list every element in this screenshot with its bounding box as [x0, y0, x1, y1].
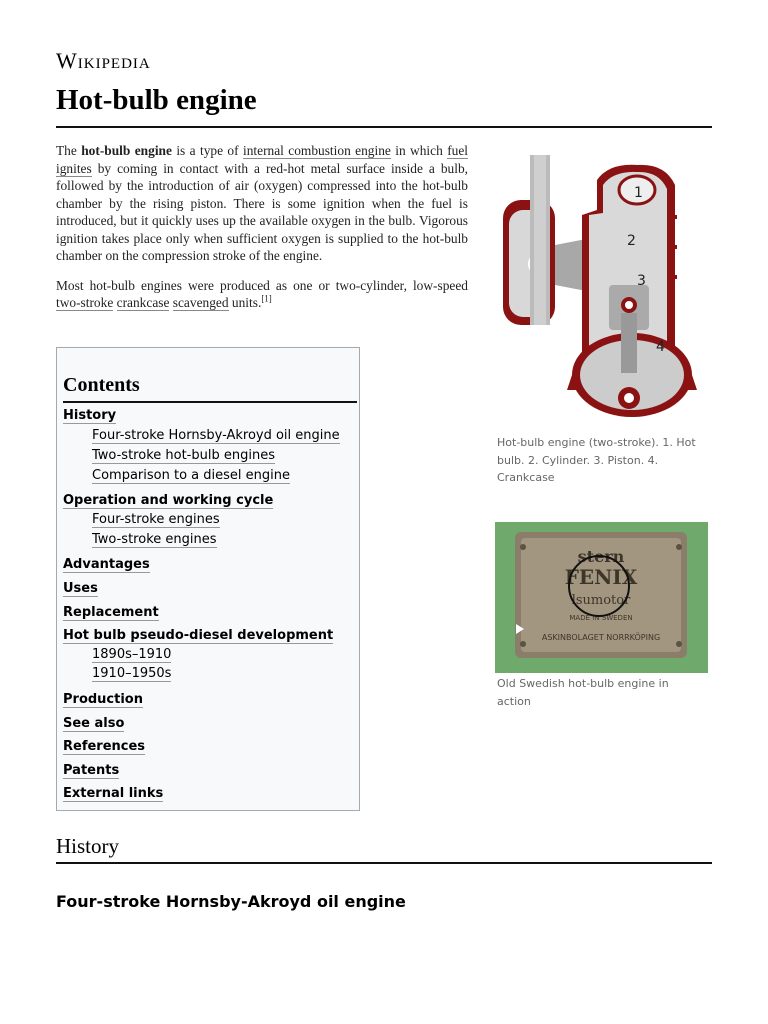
toc-item-see-also[interactable]: See also	[63, 716, 125, 731]
intro-paragraph-2: Most hot-bulb engines were produced as one or two-cylinder, low-speed two-stroke crankcase scavenged units.[1]	[56, 277, 468, 310]
plate-line-3: lsumotor	[571, 593, 631, 608]
toc-item-1910-1950s[interactable]: 1910–1950s	[92, 666, 172, 681]
diagram-caption: Hot-bulb engine (two-stroke). 1. Hot bulb. 2. Cylinder. 3. Piston. 4. Crankcase	[497, 436, 696, 484]
engine-video-thumbnail[interactable]	[495, 522, 708, 673]
link-two-stroke[interactable]: two-stroke	[56, 295, 114, 310]
plate-rivet	[520, 544, 526, 550]
link-crankcase[interactable]: crankcase	[116, 295, 170, 310]
subsection-heading-four-stroke: Four-stroke Hornsby-Akroyd oil engine	[56, 892, 406, 911]
toc-item-comparison-diesel[interactable]: Comparison to a diesel engine	[92, 468, 290, 483]
engine-diagram[interactable]	[497, 155, 709, 425]
toc-item-1890s-1910[interactable]: 1890s–1910	[92, 647, 172, 662]
diagram-label-3: 3	[637, 273, 646, 289]
intro-paragraph-1: The hot-bulb engine is a type of internal combustion engine in which fuel ignites by coming in contact with a red-hot metal surface inside a bulb, followed by the introduction of air (oxygen) compressed into the hot-bulb chamber by the rising piston. There is some ignition when the fuel is introduced, but it quickly uses up the available oxygen in the bulb. Vigorous ignition takes place only when sufficient oxygen is supplied to the hot-bulb chamber on the compression stroke of the engine.	[56, 143, 469, 263]
link-ignites[interactable]: ignites	[56, 160, 92, 176]
diagram-label-1: 1	[634, 185, 643, 201]
plate-line-1: stern	[577, 547, 625, 566]
toc-item-two-stroke-hot-bulb[interactable]: Two-stroke hot-bulb engines	[92, 448, 275, 463]
page-title: Hot-bulb engine	[56, 84, 257, 116]
table-of-contents	[56, 347, 360, 811]
history-divider	[56, 862, 712, 864]
toc-item-references[interactable]: References	[63, 739, 146, 754]
toc-item-four-stroke-engines[interactable]: Four-stroke engines	[92, 512, 220, 527]
toc-divider	[63, 401, 357, 403]
cooling-fin	[667, 215, 677, 219]
video-thumbnail-svg	[495, 522, 708, 673]
section-heading-history: History	[56, 834, 119, 858]
toc-item-uses[interactable]: Uses	[63, 581, 98, 596]
link-internal-combustion-engine[interactable]: internal combustion engine	[242, 143, 391, 158]
toc-item-external-links[interactable]: External links	[63, 786, 164, 801]
wikipedia-logo[interactable]: Wikipedia	[56, 48, 151, 73]
toc-item-replacement[interactable]: Replacement	[63, 605, 159, 620]
toc-title: Contents	[63, 374, 140, 396]
toc-item-pseudo-diesel[interactable]: Hot bulb pseudo-diesel development	[63, 628, 334, 643]
toc-item-production[interactable]: Production	[63, 692, 143, 707]
plate-rivet	[676, 641, 682, 647]
crankshaft-center	[624, 393, 634, 403]
engine-diagram-svg	[497, 155, 709, 425]
cooling-fin	[667, 245, 677, 249]
plate-rivet	[520, 641, 526, 647]
diagram-label-4: 4	[656, 339, 665, 355]
connecting-rod	[621, 313, 637, 373]
diagram-label-2: 2	[627, 233, 636, 249]
toc-item-four-stroke-hornsby-akroyd[interactable]: Four-stroke Hornsby-Akroyd oil engine	[92, 428, 340, 443]
article-subject: hot-bulb engine	[81, 143, 172, 158]
plate-line-4: MADE IN SWEDEN	[569, 614, 633, 622]
video-caption: Old Swedish hot-bulb engine in action	[497, 677, 669, 708]
toc-item-operation-cycle[interactable]: Operation and working cycle	[63, 493, 274, 508]
toc-item-patents[interactable]: Patents	[63, 763, 120, 778]
toc-item-advantages[interactable]: Advantages	[63, 557, 150, 572]
inlet-pipe-inner	[534, 155, 546, 325]
cooling-fin	[667, 275, 677, 279]
reference-link[interactable]: [1]	[261, 293, 272, 304]
article-intro	[56, 142, 468, 324]
link-scavenged[interactable]: scavenged	[172, 295, 229, 310]
toc-item-history[interactable]: History	[63, 408, 117, 423]
plate-rivet	[676, 544, 682, 550]
title-divider	[56, 126, 712, 128]
wrist-pin-center	[625, 301, 633, 309]
plate-line-2: FENIX	[564, 565, 638, 589]
plate-line-5: ASKINBOLAGET NORRKÖPING	[541, 633, 661, 642]
link-fuel[interactable]: fuel	[447, 143, 469, 158]
toc-item-two-stroke-engines[interactable]: Two-stroke engines	[92, 532, 217, 547]
